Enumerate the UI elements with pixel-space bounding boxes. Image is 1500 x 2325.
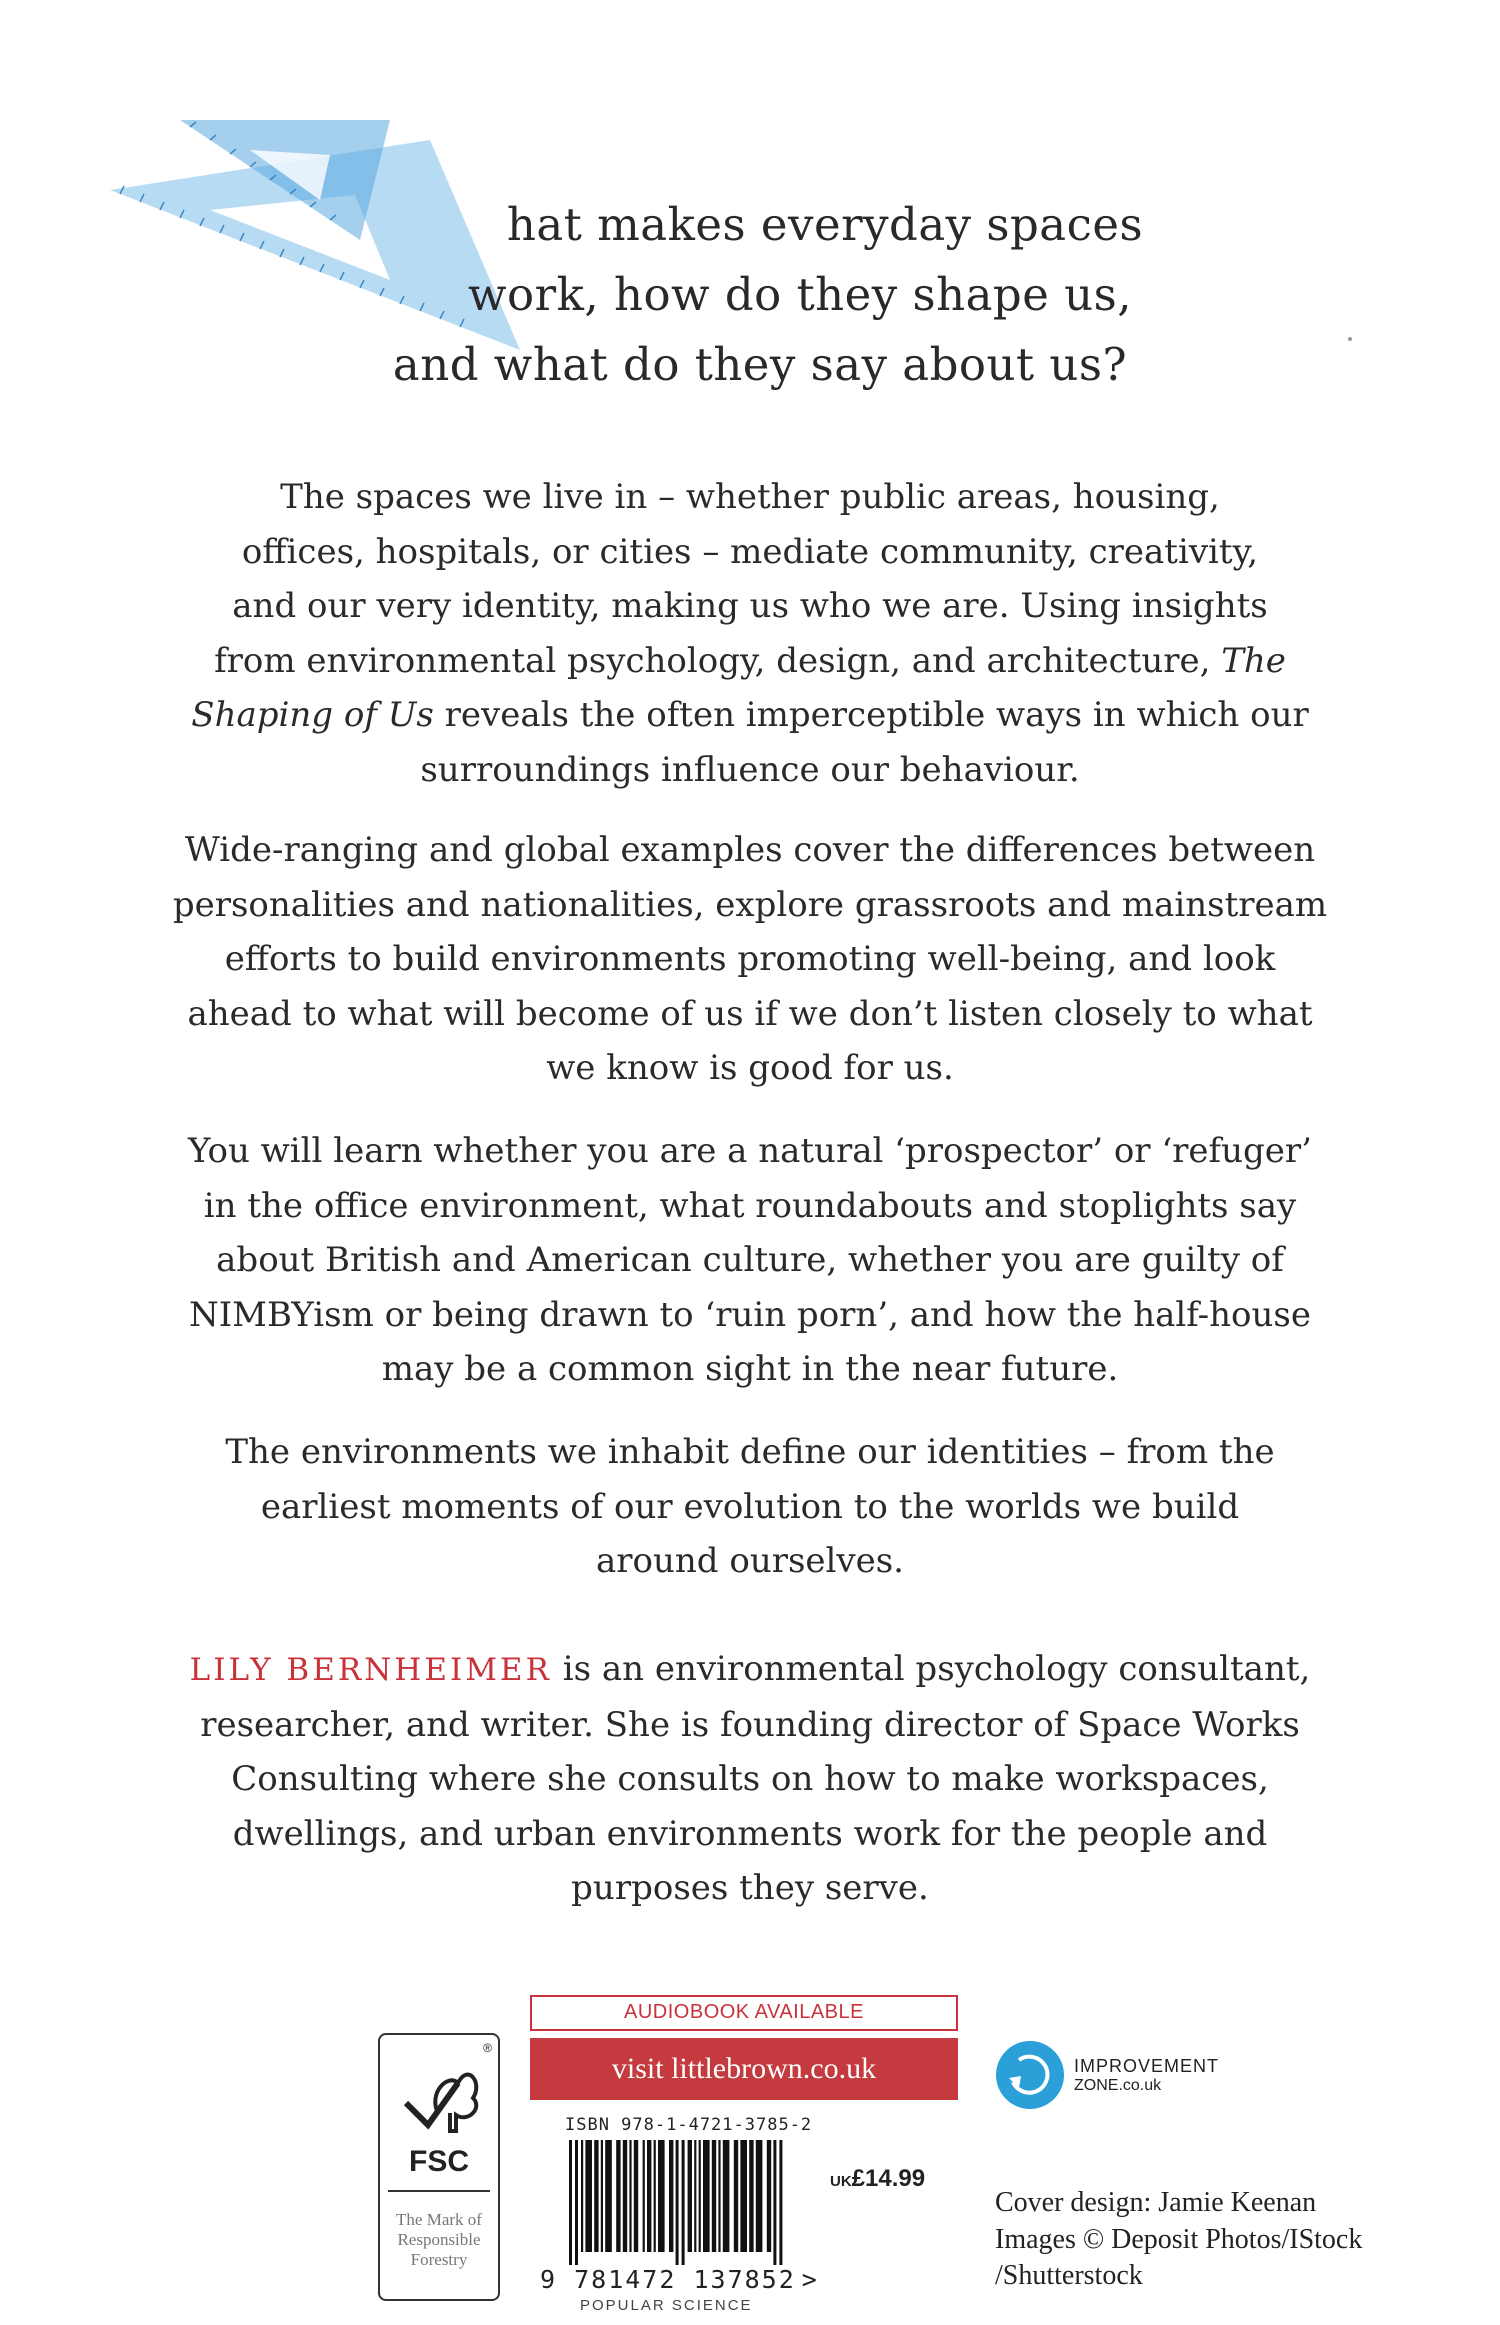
text-line: earliest moments of our evolution to the worlds we build <box>260 1486 1240 1527</box>
text-line: dwellings, and urban environments work for the people and <box>232 1813 1268 1854</box>
text-line: personalities and nationalities, explore grassroots and mainstream <box>172 884 1328 925</box>
barcode-bar <box>594 2140 598 2252</box>
tree-checkmark-icon <box>398 2053 484 2138</box>
text-line: /Shutterstock <box>995 2260 1143 2291</box>
barcode-bar <box>569 2140 572 2265</box>
barcode-bar <box>694 2140 696 2252</box>
barcode-bar <box>688 2140 692 2252</box>
text-line: offices, hospitals, or cities – mediate community, creativity, <box>241 531 1259 572</box>
barcode-number: 9 781472 137852 <box>540 2265 796 2294</box>
barcode-bar <box>749 2140 753 2252</box>
barcode-bar <box>699 2140 701 2252</box>
text-span: is an environmental psychology consultant, <box>551 1649 1311 1689</box>
barcode-bar <box>605 2140 612 2252</box>
text-line: Shaping of Us reveals the often imperceptible ways in which our <box>191 695 1309 735</box>
improvement-zone-logo-icon <box>995 2040 1065 2110</box>
registered-mark: ® <box>483 2041 492 2055</box>
cover-credits <box>995 2185 1362 2295</box>
text-line: in the office environment, what roundabouts and stoplights say <box>203 1185 1297 1226</box>
text-line: ZONE.co.uk <box>1074 2077 1162 2094</box>
divider <box>388 2190 490 2192</box>
barcode-bar <box>734 2140 738 2252</box>
barcode-bar <box>773 2140 776 2265</box>
text-line: and our very identity, making us who we are. Using insights <box>232 586 1268 626</box>
text-line: efforts to build environments promoting well-being, and look <box>224 939 1276 979</box>
barcode-bar <box>629 2140 631 2252</box>
barcode-bar <box>723 2140 730 2252</box>
text-line: You will learn whether you are a natural ‘prospector’ or ‘refuger’ <box>188 1131 1312 1171</box>
text-line: The spaces we live in – whether public areas, housing, <box>280 477 1220 517</box>
text-line: Wide-ranging and global examples cover the differences between <box>184 830 1316 870</box>
text-line: IMPROVEMENT <box>1074 2056 1220 2076</box>
barcode-bar <box>682 2140 685 2265</box>
barcode-bar <box>703 2140 710 2252</box>
text-line: Cover design: Jamie Keenan <box>995 2187 1317 2218</box>
text-line: NIMBYism or being drawn to ‘ruin porn’, and how the half-house <box>189 1294 1311 1335</box>
text-line: surroundings influence our behaviour. <box>420 749 1080 790</box>
fsc-label: FSC <box>409 2145 469 2178</box>
headline-line: and what do they say about us? <box>392 338 1128 391</box>
text-line: Consulting where she consults on how to make workspaces, <box>231 1759 1269 1799</box>
barcode-digits <box>540 2265 819 2294</box>
audiobook-label: AUDIOBOOK AVAILABLE <box>530 1995 958 2031</box>
text-line: from environmental psychology, design, and architecture, The <box>214 640 1286 681</box>
blurb-paragraph-1 <box>150 470 1350 797</box>
text-line: about British and American culture, whether you are guilty of <box>216 1240 1284 1280</box>
website-link[interactable]: visit littlebrown.co.uk <box>530 2038 958 2100</box>
barcode-bar <box>601 2140 603 2252</box>
barcode-bar <box>779 2140 782 2265</box>
headline-line: hat makes everyday spaces <box>506 198 1144 251</box>
text-line: Images © Deposit Photos/IStock <box>995 2223 1363 2255</box>
blurb-paragraph-3 <box>150 1124 1350 1397</box>
text-line: around ourselves. <box>595 1541 904 1581</box>
category-label: POPULAR SCIENCE <box>580 2297 753 2314</box>
barcode-bar <box>634 2140 638 2252</box>
price-value: £14.99 <box>851 2165 926 2192</box>
blurb-paragraph-2 <box>150 823 1350 1096</box>
speck <box>1348 337 1352 341</box>
text-line: researcher, and writer. She is founding director of Space Works <box>200 1704 1300 1745</box>
barcode-bar <box>581 2140 583 2252</box>
barcode <box>565 2140 820 2265</box>
text-line: we know is good for us. <box>546 1048 954 1088</box>
text-line: may be a common sight in the near future. <box>381 1349 1119 1389</box>
barcode-bar <box>616 2140 620 2252</box>
barcode-bar <box>718 2140 720 2252</box>
text-line <box>150 1642 1350 1698</box>
barcode-bar <box>643 2140 645 2252</box>
fsc-logo <box>378 2033 500 2301</box>
text-line: Forestry <box>410 2250 468 2269</box>
improvement-zone-text <box>1074 2056 1219 2096</box>
price <box>830 2165 925 2193</box>
fsc-subtitle <box>380 2210 498 2270</box>
barcode-bar <box>740 2140 747 2252</box>
headline-line: work, how do they shape us, <box>467 268 1133 321</box>
author-name: LILY BERNHEIMER <box>189 1652 552 1688</box>
barcode-bar <box>756 2140 763 2252</box>
author-bio <box>150 1642 1350 1916</box>
isbn-label: ISBN 978-1-4721-3785-2 <box>565 2115 813 2135</box>
price-prefix: UK <box>830 2173 852 2190</box>
barcode-bar <box>669 2140 673 2252</box>
barcode-bar <box>575 2140 578 2265</box>
barcode-bar <box>623 2140 627 2252</box>
barcode-bar <box>658 2140 665 2252</box>
text-line: Responsible <box>397 2230 481 2249</box>
barcode-bar <box>654 2140 656 2252</box>
blurb-paragraph-4 <box>150 1425 1350 1589</box>
text-line: The environments we inhabit define our identities – from the <box>225 1432 1275 1472</box>
barcode-bar <box>712 2140 716 2252</box>
text-line: ahead to what will become of us if we don’t listen closely to what <box>187 993 1313 1034</box>
barcode-bar <box>676 2140 679 2265</box>
headline <box>300 190 1220 400</box>
barcode-suffix: > <box>801 2265 819 2294</box>
text-line: purposes they serve. <box>571 1868 929 1908</box>
barcode-bar <box>585 2140 592 2252</box>
text-line: The Mark of <box>396 2210 482 2229</box>
barcode-bar <box>647 2140 651 2252</box>
barcode-bar <box>767 2140 771 2252</box>
